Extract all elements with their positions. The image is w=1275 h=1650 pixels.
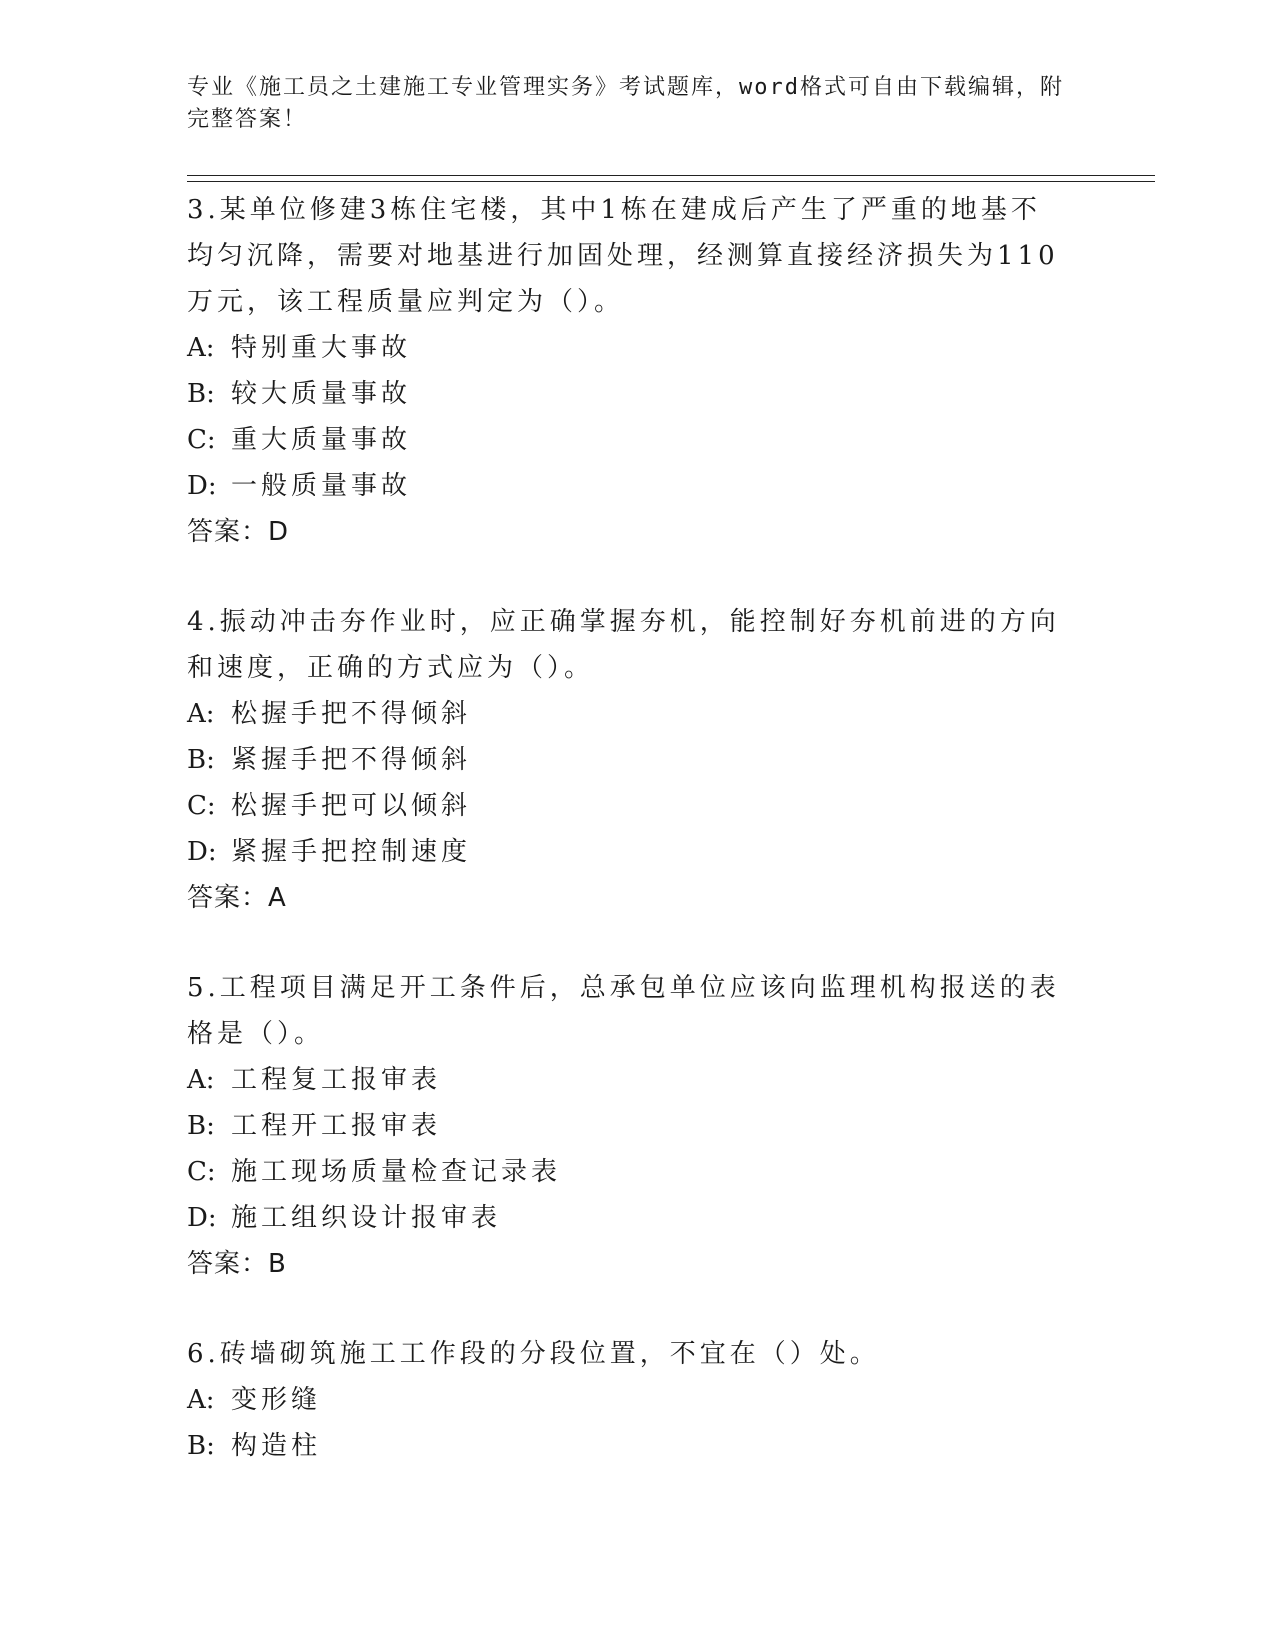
option-d: [187, 829, 1067, 875]
option-a: [187, 691, 1067, 737]
option-text: 施工现场质量检查记录表: [231, 1157, 562, 1187]
option-key: B:: [187, 1431, 215, 1461]
option-text: 松握手把不得倾斜: [231, 699, 472, 729]
option-c: [187, 1149, 1067, 1195]
option-text: 构造柱: [231, 1431, 322, 1461]
question-3: [187, 187, 1067, 555]
header-rule-bottom: [187, 181, 1155, 182]
option-text: 紧握手把不得倾斜: [231, 745, 472, 775]
option-key: A:: [187, 1065, 215, 1095]
option-text: 紧握手把控制速度: [231, 837, 472, 867]
header-rule-top: [187, 175, 1155, 176]
option-d: [187, 463, 1067, 509]
option-text: 工程开工报审表: [231, 1111, 442, 1141]
option-a: [187, 1057, 1067, 1103]
option-key: A:: [187, 333, 215, 363]
option-text: 变形缝: [231, 1385, 322, 1415]
option-key: D:: [187, 1203, 217, 1233]
option-key: B:: [187, 379, 215, 409]
answer-line: 答案：A: [187, 883, 287, 913]
option-key: D:: [187, 471, 217, 501]
question-4: [187, 599, 1067, 921]
option-key: A:: [187, 1385, 215, 1415]
option-b: [187, 737, 1067, 783]
option-a: [187, 1377, 1067, 1423]
option-a: [187, 325, 1067, 371]
question-5: [187, 965, 1067, 1287]
option-key: B:: [187, 1111, 215, 1141]
question-6: [187, 1331, 1067, 1469]
option-b: [187, 1423, 1067, 1469]
option-c: [187, 417, 1067, 463]
answer-line: 答案：B: [187, 1249, 287, 1279]
option-text: 工程复工报审表: [231, 1065, 442, 1095]
question-text: 5.工程项目满足开工条件后，总承包单位应该向监理机构报送的表格是（）。: [187, 973, 1060, 1049]
option-b: [187, 371, 1067, 417]
answer-line: 答案：D: [187, 517, 290, 547]
question-list: [187, 187, 1067, 1513]
option-key: A:: [187, 699, 215, 729]
option-c: [187, 783, 1067, 829]
question-text: 6.砖墙砌筑施工工作段的分段位置，不宜在（）处。: [187, 1339, 880, 1369]
option-text: 重大质量事故: [231, 425, 412, 455]
option-key: B:: [187, 745, 215, 775]
option-key: C:: [187, 791, 216, 821]
option-key: C:: [187, 425, 216, 455]
option-key: D:: [187, 837, 217, 867]
question-text: 3.某单位修建3栋住宅楼，其中1栋在建成后产生了严重的地基不均匀沉降，需要对地基进行加固处理，经测算直接经济损失为110万元，该工程质量应判定为（）。: [187, 195, 1059, 317]
option-key: C:: [187, 1157, 216, 1187]
option-text: 特别重大事故: [231, 333, 412, 363]
option-text: 松握手把可以倾斜: [231, 791, 472, 821]
option-text: 一般质量事故: [231, 471, 412, 501]
option-text: 较大质量事故: [231, 379, 412, 409]
option-text: 施工组织设计报审表: [231, 1203, 502, 1233]
option-b: [187, 1103, 1067, 1149]
document-header: 专业《施工员之土建施工专业管理实务》考试题库，word格式可自由下载编辑，附完整答案！: [187, 75, 1064, 132]
question-text: 4.振动冲击夯作业时，应正确掌握夯机，能控制好夯机前进的方向和速度，正确的方式应为（）。: [187, 607, 1060, 683]
option-d: [187, 1195, 1067, 1241]
